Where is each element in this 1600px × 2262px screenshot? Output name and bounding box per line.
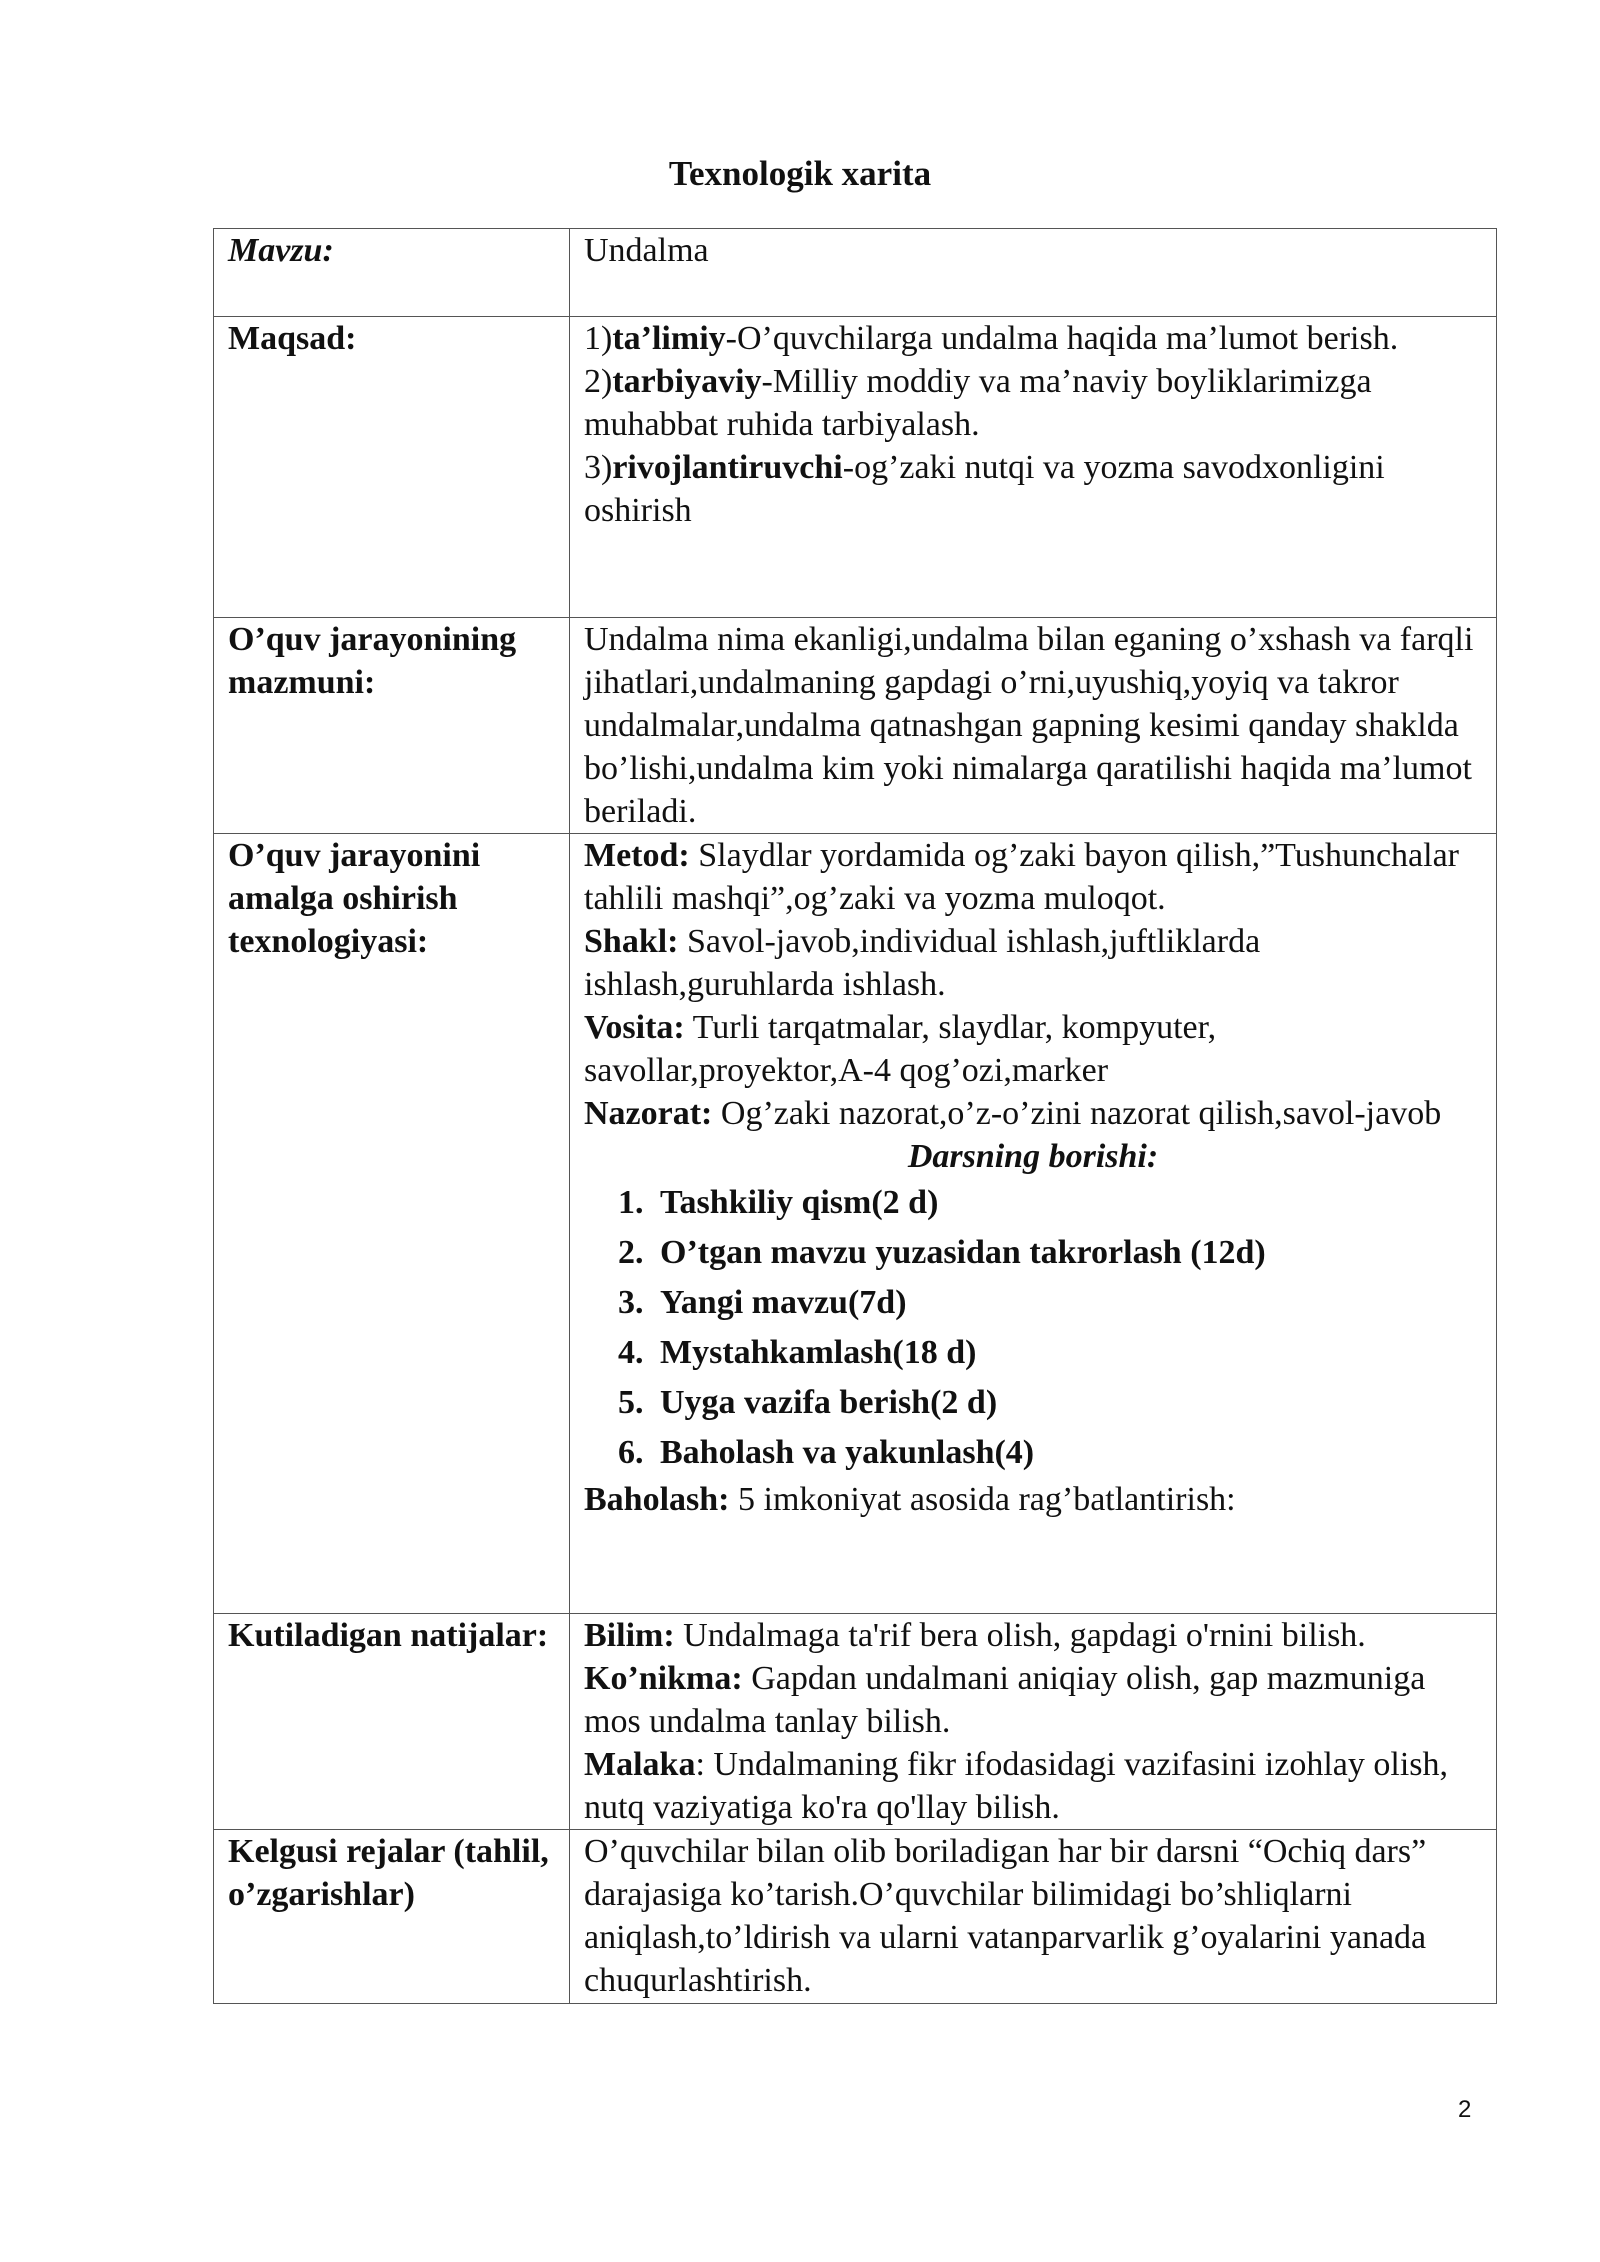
label-texnologiya: O’quv jarayonini amalga oshirish texnologiyasi:: [214, 834, 570, 1614]
value-mazmun: Undalma nima ekanligi,undalma bilan eganing o’xshash va farqli jihatlari,undalmaning gapdagi o’rni,uyushiq,yoyiq va takror undalmalar,undalma qatnashgan gapning kesimi qanday shaklda bo’lishi,undalma kim yoki nimalarga qaratilishi haqida ma’lumot beriladi.: [570, 618, 1497, 834]
row-natijalar: [214, 1614, 1497, 1830]
value-natijalar: [570, 1614, 1497, 1830]
row-maqsad: [214, 317, 1497, 618]
list-item: 4. Mystahkamlash(18 d): [652, 1328, 1482, 1378]
list-item: 5. Uyga vazifa berish(2 d): [652, 1378, 1482, 1428]
value-texnologiya: [570, 834, 1497, 1614]
maqsad-item: 2)tarbiyaviy-Milliy moddiy va ma’naviy boyliklarimizga muhabbat ruhida tarbiyalash.: [584, 363, 1372, 443]
label-mavzu: Mavzu:: [214, 229, 570, 317]
label-rejalar: Kelgusi rejalar (tahlil, o’zgarishlar): [214, 1830, 570, 2004]
malaka-line: Malaka: Undalmaning fikr ifodasidagi vazifasini izohlay olish, nutq vaziyatiga ko'ra qo'llay bilish.: [584, 1746, 1449, 1826]
metod-line: Metod: Slaydlar yordamida og’zaki bayon qilish,”Tushunchalar tahlili mashqi”,og’zaki va yozma muloqot.: [584, 837, 1459, 917]
shakl-line: Shakl: Savol-javob,individual ishlash,juftliklarda ishlash,guruhlarda ishlash.: [584, 923, 1261, 1003]
value-maqsad: [570, 317, 1497, 618]
row-mavzu: [214, 229, 1497, 317]
nazorat-line: Nazorat: Og’zaki nazorat,o’z-o’zini nazorat qilish,savol-javob: [584, 1095, 1442, 1132]
baholash-line: Baholash: 5 imkoniyat asosida rag’batlantirish:: [584, 1481, 1236, 1518]
vosita-line: Vosita: Turli tarqatmalar, slaydlar, kompyuter, savollar,proyektor,A-4 qog’ozi,marker: [584, 1009, 1217, 1089]
konikma-line: Ko’nikma: Gapdan undalmani aniqiay olish, gap mazmuniga mos undalma tanlay bilish.: [584, 1660, 1426, 1740]
list-item: 2. O’tgan mavzu yuzasidan takrorlash (12d): [652, 1228, 1482, 1278]
document-title: Texnologik xarita: [668, 154, 932, 193]
maqsad-item: 3)rivojlantiruvchi-og’zaki nutqi va yozma savodxonligini oshirish: [584, 449, 1385, 529]
row-rejalar: [214, 1830, 1497, 2004]
value-rejalar: O’quvchilar bilan olib boriladigan har bir darsni “Ochiq dars” darajasiga ko’tarish.O’quvchilar bilimidagi bo’shliqlarni aniqlash,to’ldirish va ularni vatanparvarlik g’oyalarini yanada chuqurlashtirish.: [570, 1830, 1497, 2004]
list-item: 6. Baholash va yakunlash(4): [652, 1428, 1482, 1478]
list-item: 3. Yangi mavzu(7d): [652, 1278, 1482, 1328]
page-number: 2: [1458, 2096, 1472, 2123]
row-texnologiya: [214, 834, 1497, 1614]
label-mazmun: O’quv jarayonining mazmuni:: [214, 618, 570, 834]
maqsad-item: 1)ta’limiy-O’quvchilarga undalma haqida ma’lumot berish.: [584, 320, 1399, 357]
value-mavzu: Undalma: [570, 229, 1497, 317]
technology-map-table: [213, 228, 1497, 2004]
lesson-steps-list: [584, 1178, 1482, 1478]
list-item: 1. Tashkiliy qism(2 d): [652, 1178, 1482, 1228]
row-mazmun: [214, 618, 1497, 834]
label-maqsad: Maqsad:: [214, 317, 570, 618]
label-natijalar: Kutiladigan natijalar:: [214, 1614, 570, 1830]
bilim-line: Bilim: Undalmaga ta'rif bera olish, gapdagi o'rnini bilish.: [584, 1617, 1366, 1654]
lesson-flow-heading: Darsning borishi:: [907, 1138, 1159, 1175]
